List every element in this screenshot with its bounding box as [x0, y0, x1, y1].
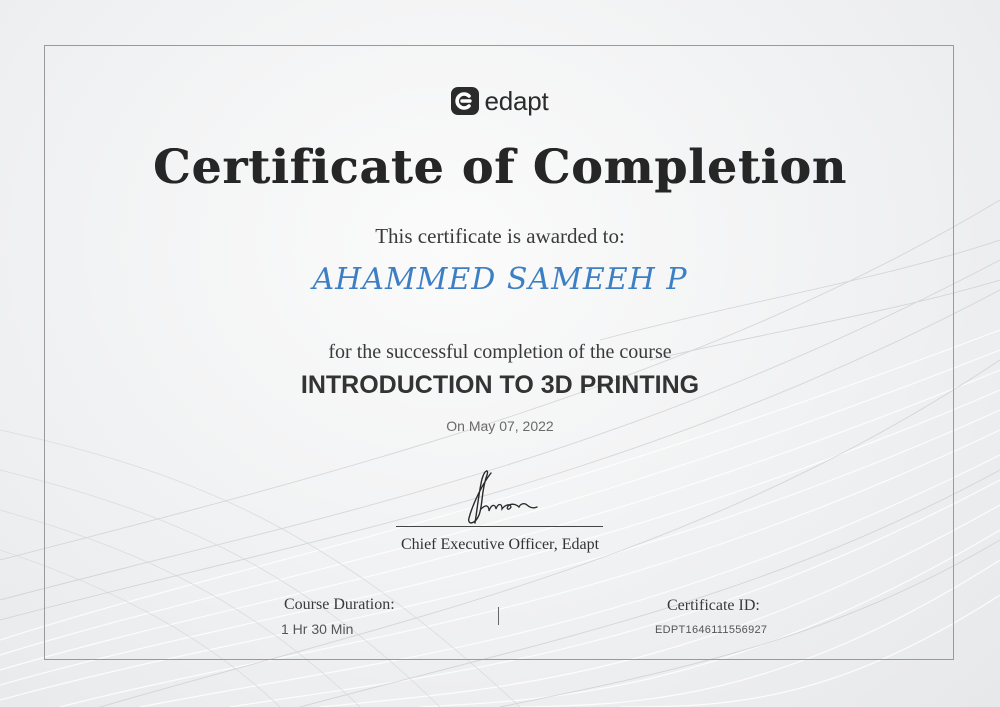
footer-divider [498, 607, 499, 625]
signature-line [396, 526, 603, 527]
course-duration-value: 1 Hr 30 Min [281, 621, 354, 637]
awarded-text: This certificate is awarded to: [375, 224, 625, 248]
edapt-logo-icon [451, 87, 479, 115]
signatory-title: Chief Executive Officer, Edapt [400, 536, 600, 553]
certificate-id-value: EDPT1646111556927 [655, 624, 768, 636]
certificate-title: Certificate of Completion [153, 140, 847, 195]
completion-date: On May 07, 2022 [446, 418, 554, 434]
brand-logo [0, 86, 1000, 116]
brand-name: edapt [484, 86, 549, 116]
course-duration-label: Course Duration: [284, 596, 395, 613]
completion-text: for the successful completion of the course [328, 341, 672, 363]
ceo-signature [455, 463, 555, 533]
certificate-id-label: Certificate ID: [667, 597, 760, 614]
course-name: INTRODUCTION TO 3D PRINTING [300, 371, 700, 399]
recipient-name: AHAMMED SAMEEH P [312, 262, 688, 297]
